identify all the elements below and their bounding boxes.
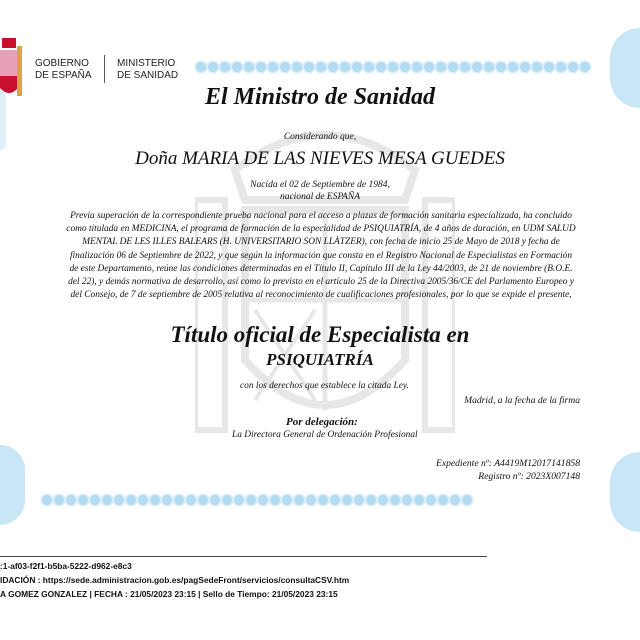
border-dot: [388, 62, 398, 72]
border-dot: [412, 62, 422, 72]
border-dot: [318, 495, 328, 505]
border-dot: [234, 495, 244, 505]
border-dot: [378, 495, 388, 505]
border-dot: [78, 495, 88, 505]
ministerio-line1: MINISTERIO: [117, 58, 176, 69]
border-dot: [402, 495, 412, 505]
border-dot: [438, 495, 448, 505]
certificate-title: El Ministro de Sanidad: [204, 84, 436, 110]
border-dot: [138, 495, 148, 505]
border-dot: [304, 62, 314, 72]
border-dot: [102, 495, 112, 505]
border-dot: [126, 495, 136, 505]
nationality: nacional de ESPAÑA: [279, 192, 361, 202]
border-dot: [54, 495, 64, 505]
logo-divider: [104, 55, 105, 83]
recipient-name: Doña MARIA DE LAS NIEVES MESA GUEDES: [135, 148, 505, 169]
border-dots-top: [196, 62, 590, 72]
border-dot: [414, 495, 424, 505]
border-dot: [196, 62, 206, 72]
border-dot: [450, 495, 460, 505]
border-dot: [520, 62, 530, 72]
border-dot: [580, 62, 590, 72]
border-dot: [208, 62, 218, 72]
border-dot: [282, 495, 292, 505]
border-dot: [258, 495, 268, 505]
corner-ornament-bottom-left: [0, 445, 25, 525]
border-dot: [496, 62, 506, 72]
border-dot: [150, 495, 160, 505]
footer-divider: [0, 556, 487, 557]
border-dot: [354, 495, 364, 505]
border-dot: [270, 495, 280, 505]
rights-text: con los derechos que establece la citada Ley.: [240, 381, 409, 391]
csv-code: :1-af03-f2f1-b5ba-5222-d962-e8c3: [0, 561, 132, 571]
border-dot: [426, 495, 436, 505]
signature-info: A GOMEZ GONZALEZ | FECHA : 21/05/2023 23:15 | Sello de Tiempo: 21/05/2023 23:15: [0, 589, 338, 599]
border-dot: [186, 495, 196, 505]
border-dot: [448, 62, 458, 72]
border-dot: [222, 495, 232, 505]
border-dot: [364, 62, 374, 72]
border-dot: [42, 495, 52, 505]
border-dot: [316, 62, 326, 72]
border-dot: [330, 495, 340, 505]
border-dot: [544, 62, 554, 72]
considering-text: Considerando que,: [283, 132, 357, 142]
border-dots-bottom: [42, 495, 472, 505]
border-dot: [256, 62, 266, 72]
border-dot: [328, 62, 338, 72]
border-dot: [198, 495, 208, 505]
specialty: PSIQUIATRÍA: [266, 350, 374, 369]
border-dot: [210, 495, 220, 505]
border-dot: [90, 495, 100, 505]
signer-title: La Directora General de Ordenación Profesional: [232, 430, 418, 440]
border-dot: [568, 62, 578, 72]
border-dot: [556, 62, 566, 72]
border-dot: [306, 495, 316, 505]
ministerio-line2: DE SANIDAD: [117, 70, 179, 81]
border-dot: [162, 495, 172, 505]
border-dot: [366, 495, 376, 505]
validation-url[interactable]: IDACIÓN : https://sede.administracion.gob.es/pagSedeFront/servicios/consultaCSV.htm: [0, 575, 350, 585]
registro-number: Registro nº: 2023X007148: [478, 471, 580, 482]
certificate-body: Previa superación de la correspondiente prueba nacional para el acceso a plazas de formación sanitaria especializada, ha concluido como titulada en MEDICINA, el programa de formación de la especialidad de PSIQUIATRÍA, de 4 años de duración, en UDM SALUD MENTAL DE LES ILLES BALEARS (H. UNIVERSITARIO SON LLÀTZER), con fecha de inicio 25 de Mayo de 2018 y fecha de finalización 06 de Septiembre de 2022, y que según la información que consta en el Registro Nacional de Especialistas en Formación de este Departamento, reúne las condiciones determinadas en el Título II, Capítulo III de la Ley 44/2003, de 21 de noviembre (B.O.E. del 22), y demás normativa de desarrollo, así como lo previsto en el artículo 25 de la Directiva 2005/36/CE del Parlamento Europeo y del Consejo, de 7 de septiembre de 2005 relativa al reconocimiento de cualificaciones profesionales, por lo que se expide el presente,: [66, 211, 576, 301]
border-dot: [232, 62, 242, 72]
border-dot: [294, 495, 304, 505]
border-dot: [340, 62, 350, 72]
birth-date: Nacida el 02 de Septiembre de 1984,: [250, 180, 390, 190]
border-dot: [292, 62, 302, 72]
gobierno-line1: GOBIERNO: [35, 58, 89, 69]
border-dot: [484, 62, 494, 72]
border-dot: [244, 62, 254, 72]
expediente-number: Expediente nº: A4419M12017141858: [435, 458, 580, 469]
border-dot: [400, 62, 410, 72]
border-dot: [462, 495, 472, 505]
border-dot: [532, 62, 542, 72]
border-dot: [472, 62, 482, 72]
corner-ornament-bottom-right: [610, 452, 640, 532]
border-dot: [376, 62, 386, 72]
delegation-label: Por delegación:: [286, 416, 358, 428]
degree-title: Título oficial de Especialista en: [170, 322, 470, 347]
border-dot: [342, 495, 352, 505]
place-date: Madrid, a la fecha de la firma: [464, 395, 580, 406]
border-dot: [352, 62, 362, 72]
border-dot: [460, 62, 470, 72]
border-dot: [390, 495, 400, 505]
border-dot: [424, 62, 434, 72]
border-dot: [280, 62, 290, 72]
border-dot: [174, 495, 184, 505]
border-dot: [246, 495, 256, 505]
border-dot: [508, 62, 518, 72]
border-dot: [220, 62, 230, 72]
gobierno-line2: DE ESPAÑA: [35, 70, 92, 81]
border-dot: [66, 495, 76, 505]
border-dot: [114, 495, 124, 505]
border-dot: [436, 62, 446, 72]
border-dot: [268, 62, 278, 72]
